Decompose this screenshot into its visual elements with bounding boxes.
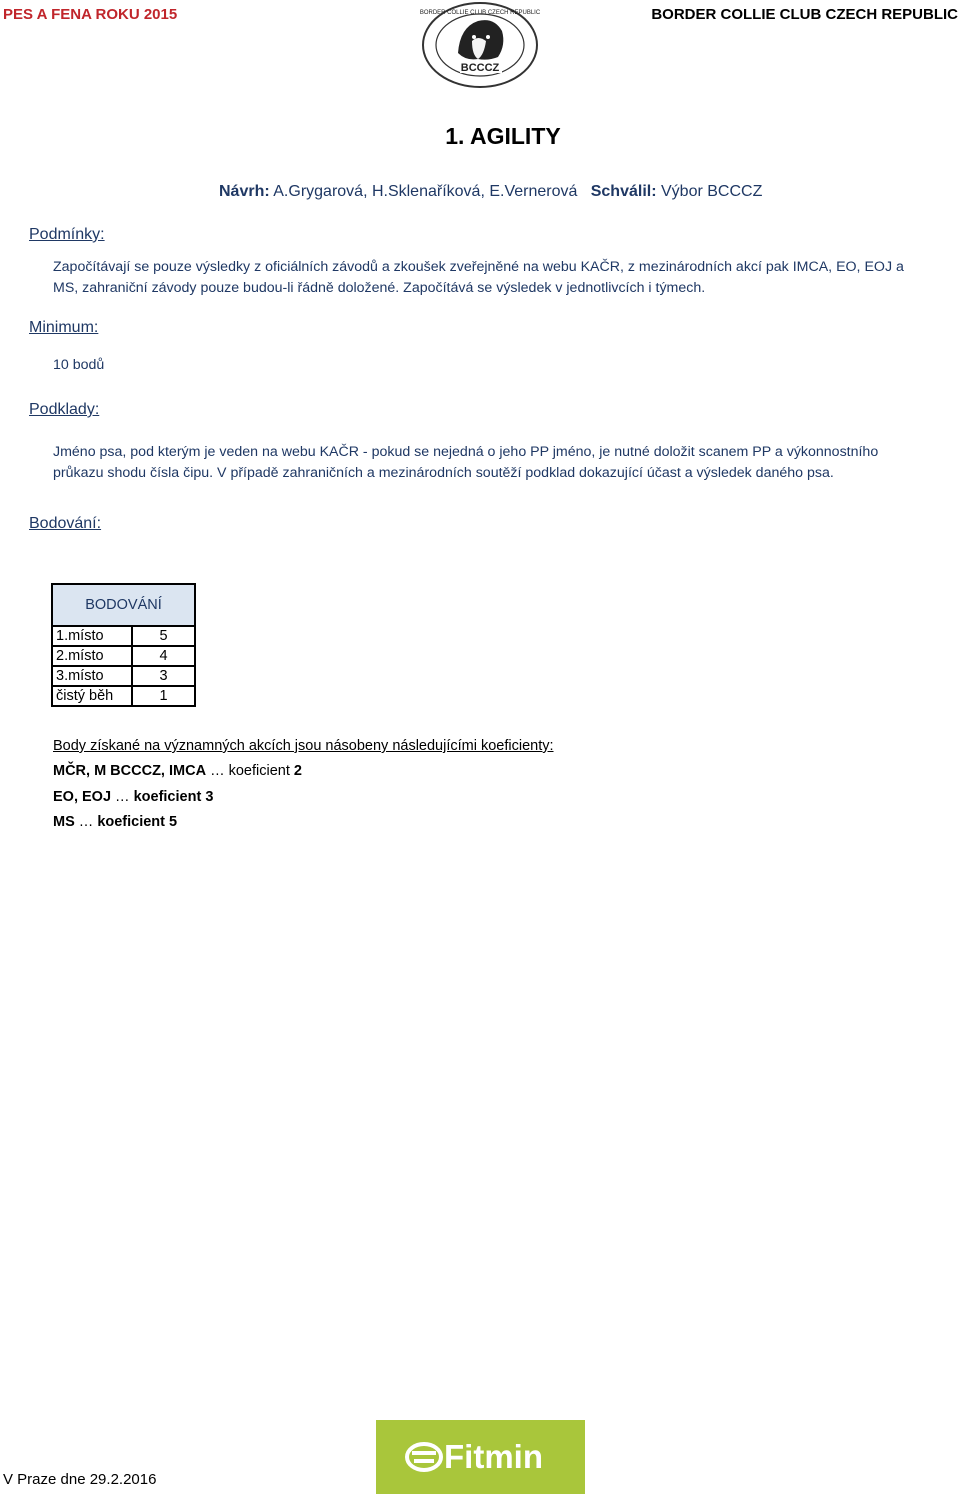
place-points: 3 — [132, 666, 195, 686]
page-title: 1. AGILITY — [445, 123, 561, 149]
coefficient-events: MS — [53, 814, 75, 830]
coefficient-label: koeficient — [133, 789, 206, 805]
coefficient-line — [53, 789, 213, 805]
scoring-table — [51, 583, 196, 707]
coefficient-sep: … — [74, 814, 98, 830]
coefficient-value: 5 — [169, 814, 178, 830]
coefficient-label: koeficient — [97, 814, 170, 830]
place-label: 1.místo — [52, 626, 132, 646]
place-points: 5 — [132, 626, 195, 646]
scoring-table-header: BODOVÁNÍ — [52, 584, 195, 626]
logo-abbr: BCCCZ — [460, 62, 500, 74]
coefficient-events: EO, EOJ — [53, 789, 112, 805]
table-row — [52, 646, 195, 666]
coefficient-value: 2 — [293, 763, 302, 779]
coefficient-line — [53, 763, 302, 779]
proposal-value: A.Grygarová, H.Sklenaříková, E.Vernerová — [269, 183, 578, 200]
minimum-heading: Minimum: — [29, 319, 99, 336]
author-line — [219, 183, 762, 201]
coefficient-sep: … — [206, 763, 229, 779]
approved-label: Schválil: — [590, 183, 657, 200]
place-points: 4 — [132, 646, 195, 666]
conditions-heading: Podmínky: — [29, 226, 105, 243]
coefficient-value: 3 — [205, 789, 214, 805]
table-row — [52, 626, 195, 646]
coefficient-label: koeficient — [228, 763, 294, 779]
proposal-label: Návrh: — [219, 183, 270, 200]
place-label: 2.místo — [52, 646, 132, 666]
footer-date: V Praze dne 29.2.2016 — [3, 1471, 157, 1488]
place-points: 1 — [132, 686, 195, 706]
header-right-title: BORDER COLLIE CLUB CZECH REPUBLIC — [651, 6, 958, 23]
coefficient-line — [53, 814, 177, 830]
place-label: 3.místo — [52, 666, 132, 686]
scoring-heading: Bodování: — [29, 515, 102, 532]
table-row — [52, 666, 195, 686]
club-logo — [420, 1, 540, 91]
coefficients-title: Body získané na významných akcích jsou násobeny následujícími koeficienty: — [53, 738, 554, 754]
docs-text: Jméno psa, pod kterým je veden na webu KAČR - pokud se nejedná o jeho PP jméno, je nutné doložit scanem PP a výkonnostního průkazu shodu čísla čipu. V případě zahraničních a mezinárodních soutěží podklad dokazující účast a výsledek daného psa. — [53, 444, 879, 481]
place-label: čistý běh — [52, 686, 132, 706]
scoring-table-header-row — [52, 584, 195, 626]
header-left-title: PES A FENA ROKU 2015 — [3, 6, 178, 23]
table-row — [52, 686, 195, 706]
conditions-text: Započítávají se pouze výsledky z oficiálních závodů a zkoušek zveřejněné na webu KAČR, z mezinárodních akcí pak IMCA, EO, EOJ a MS, zahraniční závody pouze budou-li řádně doložené. Započítává se výsledek v jednotlivcích i týmech. — [53, 259, 904, 296]
coefficient-events: MČR, M BCCCZ, IMCA — [53, 763, 207, 779]
docs-heading: Podklady: — [29, 401, 100, 418]
minimum-text: 10 bodů — [53, 357, 105, 373]
sponsor-name: Fitmin — [444, 1438, 543, 1475]
approved-value: Výbor BCCCZ — [656, 183, 763, 200]
coefficient-sep: … — [111, 789, 134, 805]
sponsor-logo — [376, 1420, 585, 1494]
logo-ring-text: BORDER COLLIE CLUB CZECH REPUBLIC — [420, 10, 540, 16]
